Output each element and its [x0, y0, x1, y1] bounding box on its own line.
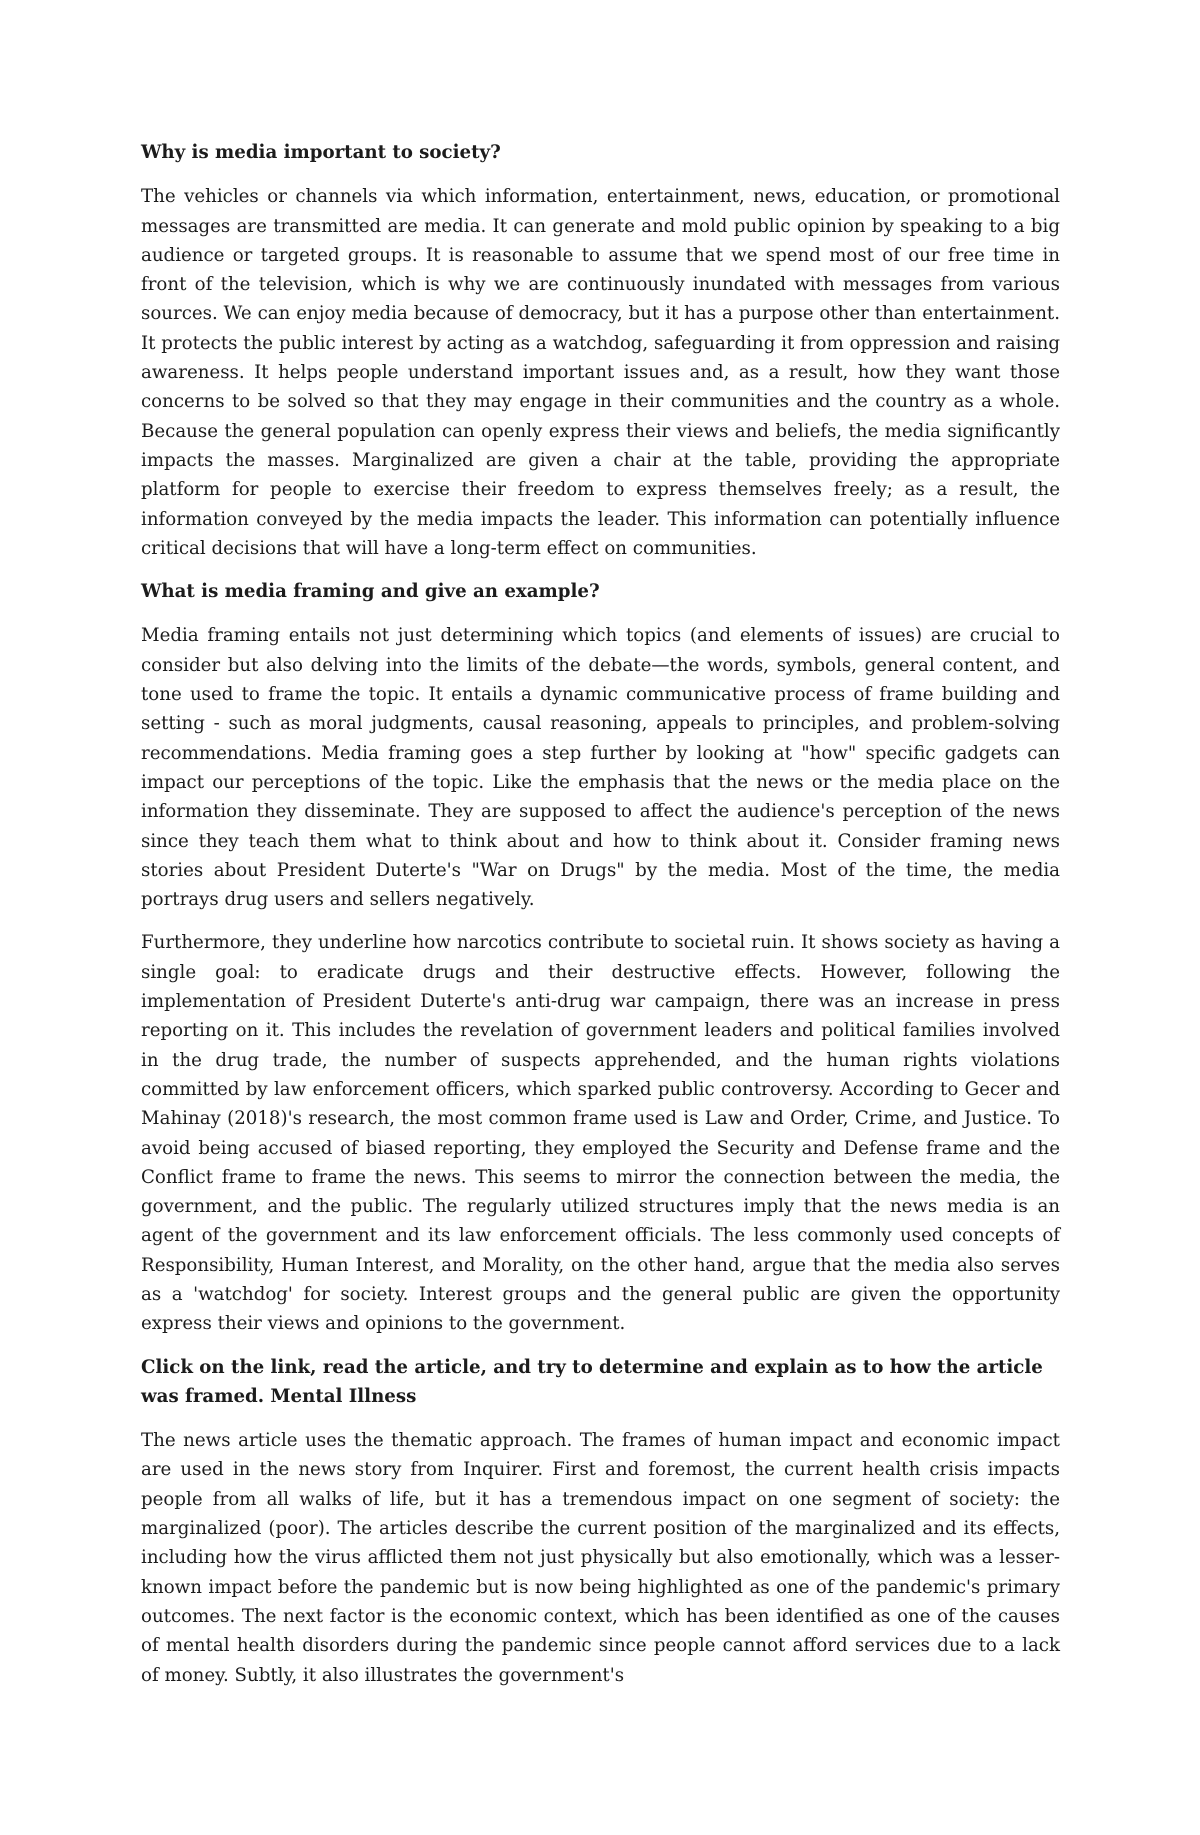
section-heading-media-importance: Why is media important to society?: [141, 142, 501, 163]
paragraph-media-importance: The vehicles or channels via which information, entertainment, news, education, or promotional messages are transmitted are media. It can generate and mold public opinion by speaking to a big audience or targeted groups. It is reasonable to assume that we spend most of our free time in front of the television, which is why we are continuously inundated with messages from various sources. We can enjoy media because of democracy, but it has a purpose other than entertainment. It protects the public interest by acting as a watchdog, safeguarding it from oppression and raising awareness. It helps people understand important issues and, as a result, how they want those concerns to be solved so that they may engage in their communities and the country as a whole. Because the general population can openly express their views and beliefs, the media significantly impacts the masses. Marginalized are given a chair at the table, providing the appropriate platform for people to exercise their freedom to express themselves freely; as a result, the information conveyed by the media impacts the leader. This information can potentially influence critical decisions that will have a long-term effect on communities.: [141, 186, 1060, 559]
section-heading-media-framing: What is media framing and give an example?: [141, 581, 600, 603]
paragraph-article-framing: The news article uses the thematic approach. The frames of human impact and economic impact are used in the news story from Inquirer. First and foremost, the current health crisis impacts people from all walks of life, but it has a tremendous impact on one segment of society: the marginalized (poor). The articles describe the current position of the marginalized and its effects, including how the virus afflicted them not just physically but also emotionally, which was a lesser-known impact before the pandemic but is now being highlighted as one of the pandemic's primary outcomes. The next factor is the economic context, which has been identified as one of the causes of mental health disorders during the pandemic since people cannot afford services due to a lack of money. Subtly, it also illustrates the government's: [141, 1430, 1060, 1686]
paragraph-media-framing-definition: Media framing entails not just determining which topics (and elements of issues) are crucial to consider but also delving into the limits of the debate—the words, symbols, general content, and tone used to frame the topic. It entails a dynamic communicative process of frame building and setting - such as moral judgments, causal reasoning, appeals to principles, and problem-solving recommendations. Media framing goes a step further by looking at "how" specific gadgets can impact our perceptions of the topic. Like the emphasis that the news or the media place on the information they disseminate. They are supposed to affect the audience's perception of the news since they teach them what to think about and how to think about it. Consider framing news stories about President Duterte's "War on Drugs" by the media. Most of the time, the media portrays drug users and sellers negatively.: [141, 625, 1060, 911]
paragraph-media-framing-example: Furthermore, they underline how narcotics contribute to societal ruin. It shows society as having a single goal: to eradicate drugs and their destructive effects. However, following the implementation of President Duterte's anti-drug war campaign, there was an increase in press reporting on it. This includes the revelation of government leaders and political families involved in the drug trade, the number of suspects apprehended, and the human rights violations committed by law enforcement officers, which sparked public controversy. According to Gecer and Mahinay (2018)'s research, the most common frame used is Law and Order, Crime, and Justice. To avoid being accused of biased reporting, they employed the Security and Defense frame and the Conflict frame to frame the news. This seems to mirror the connection between the media, the government, and the public. The regularly utilized structures imply that the news media is an agent of the government and its law enforcement officials. The less commonly used concepts of Responsibility, Human Interest, and Morality, on the other hand, argue that the media also serves as a 'watchdog' for society. Interest groups and the general public are given the opportunity express their views and opinions to the government.: [141, 932, 1060, 1335]
document-body: [141, 138, 1060, 1704]
section-heading-article-framing: Click on the link, read the article, and try to determine and explain as to how the article was framed. Mental Illness: [141, 1356, 1043, 1407]
